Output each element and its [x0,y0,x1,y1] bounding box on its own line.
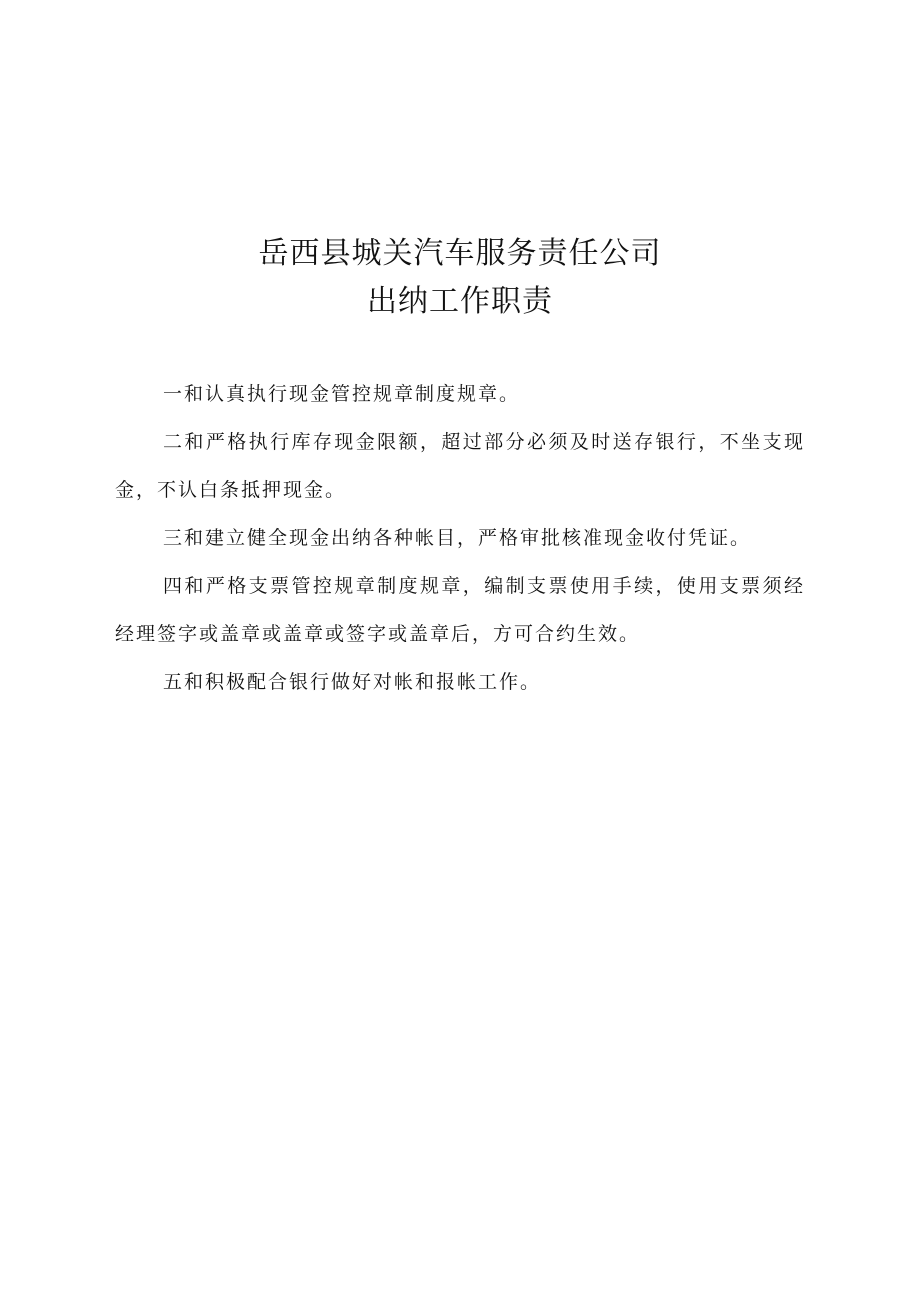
paragraph-3: 三和建立健全现金出纳各种帐目，严格审批核准现金收付凭证。 [163,527,752,549]
title-subject: 出纳工作职责 [367,284,553,319]
document-body [115,370,805,706]
document-title [0,230,920,326]
title-company-name: 岳西县城关汽车服务责任公司 [258,236,662,271]
paragraph-2: 二和严格执行库存现金限额，超过部分必须及时送存银行，不坐支现金，不认白条抵押现金。 [115,431,805,501]
paragraph-4: 四和严格支票管控规章制度规章，编制支票使用手续，使用支票须经经理签字或盖章或盖章或签字或盖章后，方可合约生效。 [115,575,805,645]
paragraph-1: 一和认真执行现金管控规章制度规章。 [163,383,521,405]
paragraph-5: 五和积极配合银行做好对帐和报帐工作。 [163,671,542,693]
